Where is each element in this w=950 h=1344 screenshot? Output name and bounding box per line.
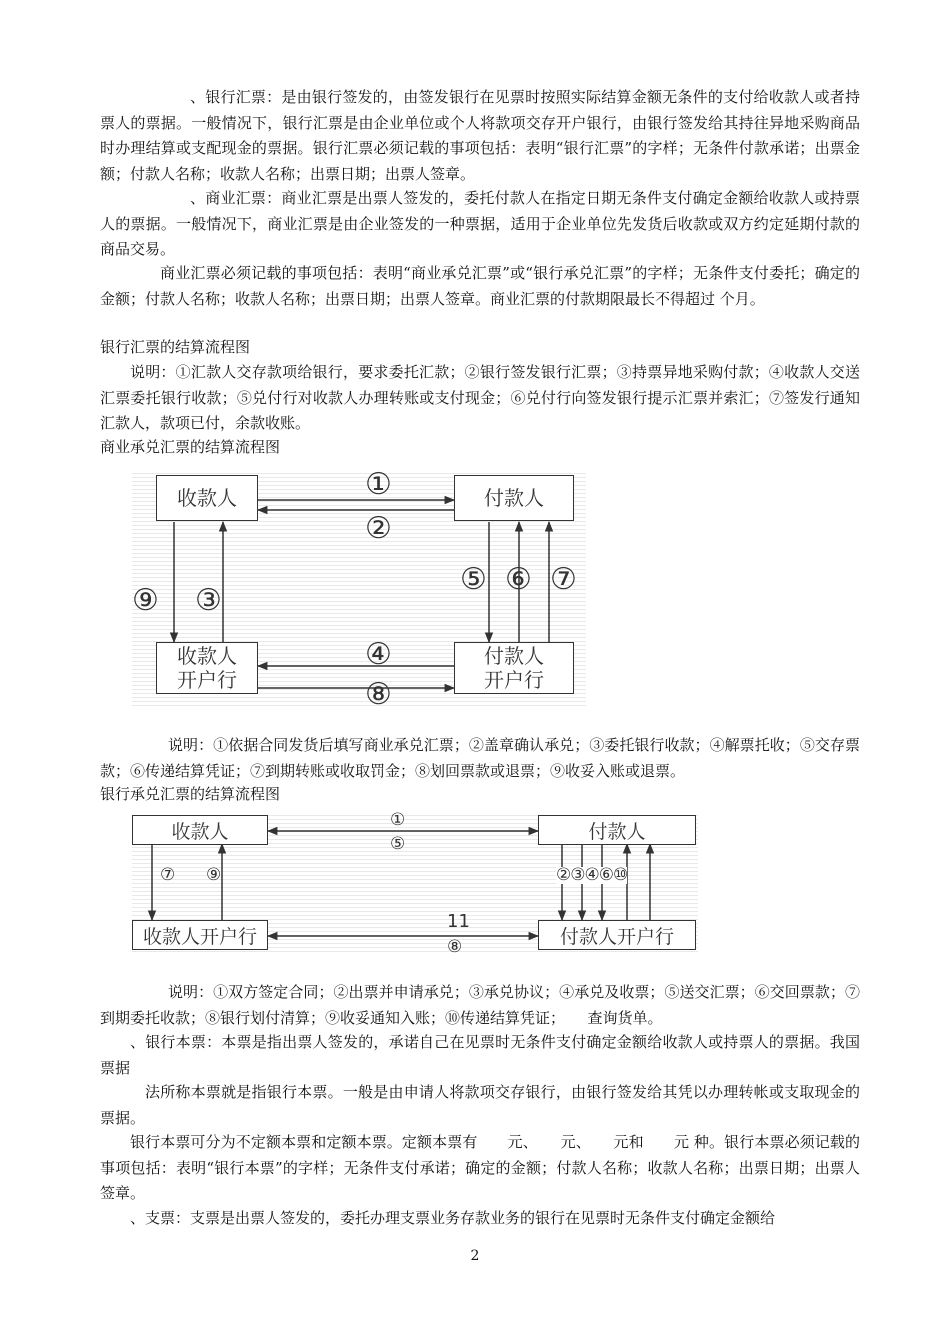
paragraph-cashier-check-types: 银行本票可分为不定额本票和定额本票。定额本票有 元、 元、 元和 元 种。银行本票必须记载的事项包括：表明“银行本票”的字样；无条件支付承诺；确定的金额；付款人名称；收款人名称；出票日期；出票人签章。 — [100, 1133, 860, 1202]
page-number: 2 — [470, 1248, 480, 1264]
payer-box: 付款人 — [454, 475, 574, 521]
step-left-label: ⑦ — [160, 865, 176, 885]
payer-box: 付款人 — [538, 815, 696, 845]
paragraph-commercial-flow-note: 说明：①依据合同发货后填写商业承兑汇票；②盖章确认承兑；③委托银行收款；④解票托收；⑤交存票款；⑥传递结算凭证；⑦到期转账或收取罚金；⑧划回票款或退票；⑨收妥入账或退票。 — [100, 736, 860, 780]
step-5-label: ⑤ — [460, 562, 487, 597]
caption-bank-draft-flow: 银行汇票的结算流程图 — [100, 338, 251, 356]
paragraph-commercial-draft-items: 商业汇票必须记载的事项包括：表明“商业承兑汇票”或“银行承兑汇票”的字样；无条件支付委托；确定的金额；付款人名称；收款人名称；出票日期；出票人签章。商业汇票的付款期限最长不得超过 个月。 — [100, 264, 860, 308]
step-8-label: ⑧ — [365, 677, 392, 708]
caption-bank-acceptance-flow: 银行承兑汇票的结算流程图 — [100, 785, 281, 803]
payee-box: 收款人 — [132, 815, 268, 845]
paragraph-check: 、支票：支票是出票人签发的，委托办理支票业务存款业务的银行在见票时无条件支付确定金额给 — [130, 1209, 776, 1227]
paragraph-bank-draft-flow-note: 说明：①汇款人交存款项给银行，要求委托汇款；②银行签发银行汇票；③持票异地采购付款；④收款人交送汇票委托银行收款；⑤兑付行对收款人办理转账或支付现金；⑥兑付行向签发银行提示汇票并索汇；⑦签发行通知汇款人，款项已付，余款收账。 — [100, 363, 860, 432]
step-2-label: ② — [365, 511, 392, 546]
payer-bank-box: 付款人 开户行 — [454, 642, 574, 694]
step-right-labels: ②③④⑥⑩ — [556, 865, 628, 885]
payer-bank-box: 付款人开户行 — [538, 920, 696, 950]
paragraph-bank-flow-note: 说明：①双方签定合同；②出票并申请承兑；③承兑协议；④承兑及收票；⑤送交汇票；⑥交回票款；⑦到期委托收款；⑧银行划付清算；⑨收妥通知入账；⑩传递结算凭证； 查询货单。 — [100, 983, 860, 1027]
payee-box: 收款人 — [156, 475, 258, 521]
step-bottom-label: 11 — [447, 911, 470, 932]
step-bottom2-label: ⑧ — [447, 937, 463, 954]
step-4-label: ④ — [365, 637, 392, 672]
step-3-label: ③ — [195, 583, 222, 618]
step-9-label: ⑨ — [132, 583, 159, 618]
commercial-acceptance-flow-diagram — [132, 470, 586, 708]
step-7-label: ⑦ — [550, 562, 577, 597]
step-6-label: ⑥ — [505, 562, 532, 597]
paragraph-cashier-check-law: 法所称本票就是指银行本票。一般是由申请人将款项交存银行，由银行签发给其凭以办理转帐或支取现金的票据。 — [100, 1083, 860, 1127]
step-top2-label: ⑤ — [390, 834, 406, 854]
paragraph-bank-draft: 、银行汇票：是由银行签发的，由签发银行在见票时按照实际结算金额无条件的支付给收款人或者持票人的票据。一般情况下，银行汇票是由企业单位或个人将款项交存开户银行，由银行签发给其持往异地采购商品时办理结算或支配现金的票据。银行汇票必须记载的事项包括：表明“银行汇票”的字样；无条件付款承诺；出票金额；付款人名称；收款人名称；出票日期；出票人签章。 — [100, 88, 860, 183]
caption-commercial-acceptance-flow: 商业承兑汇票的结算流程图 — [100, 438, 281, 456]
bank-acceptance-flow-diagram — [132, 812, 698, 954]
step-1-label: ① — [365, 470, 392, 502]
paragraph-commercial-draft: 、商业汇票：商业汇票是出票人签发的，委托付款人在指定日期无条件支付确定金额给收款人或持票人的票据。一般情况下，商业汇票是由企业签发的一种票据，适用于企业单位先发货后收款或双方约定延期付款的商品交易。 — [100, 189, 860, 258]
step-top-label: ① — [390, 812, 406, 830]
payee-bank-box: 收款人 开户行 — [156, 642, 258, 694]
payee-bank-box: 收款人开户行 — [132, 920, 268, 950]
step-left2-label: ⑨ — [206, 865, 222, 885]
paragraph-cashier-check: 、银行本票：本票是指出票人签发的，承诺自己在见票时无条件支付确定金额给收款人或持票人的票据。我国票据 — [100, 1033, 860, 1077]
